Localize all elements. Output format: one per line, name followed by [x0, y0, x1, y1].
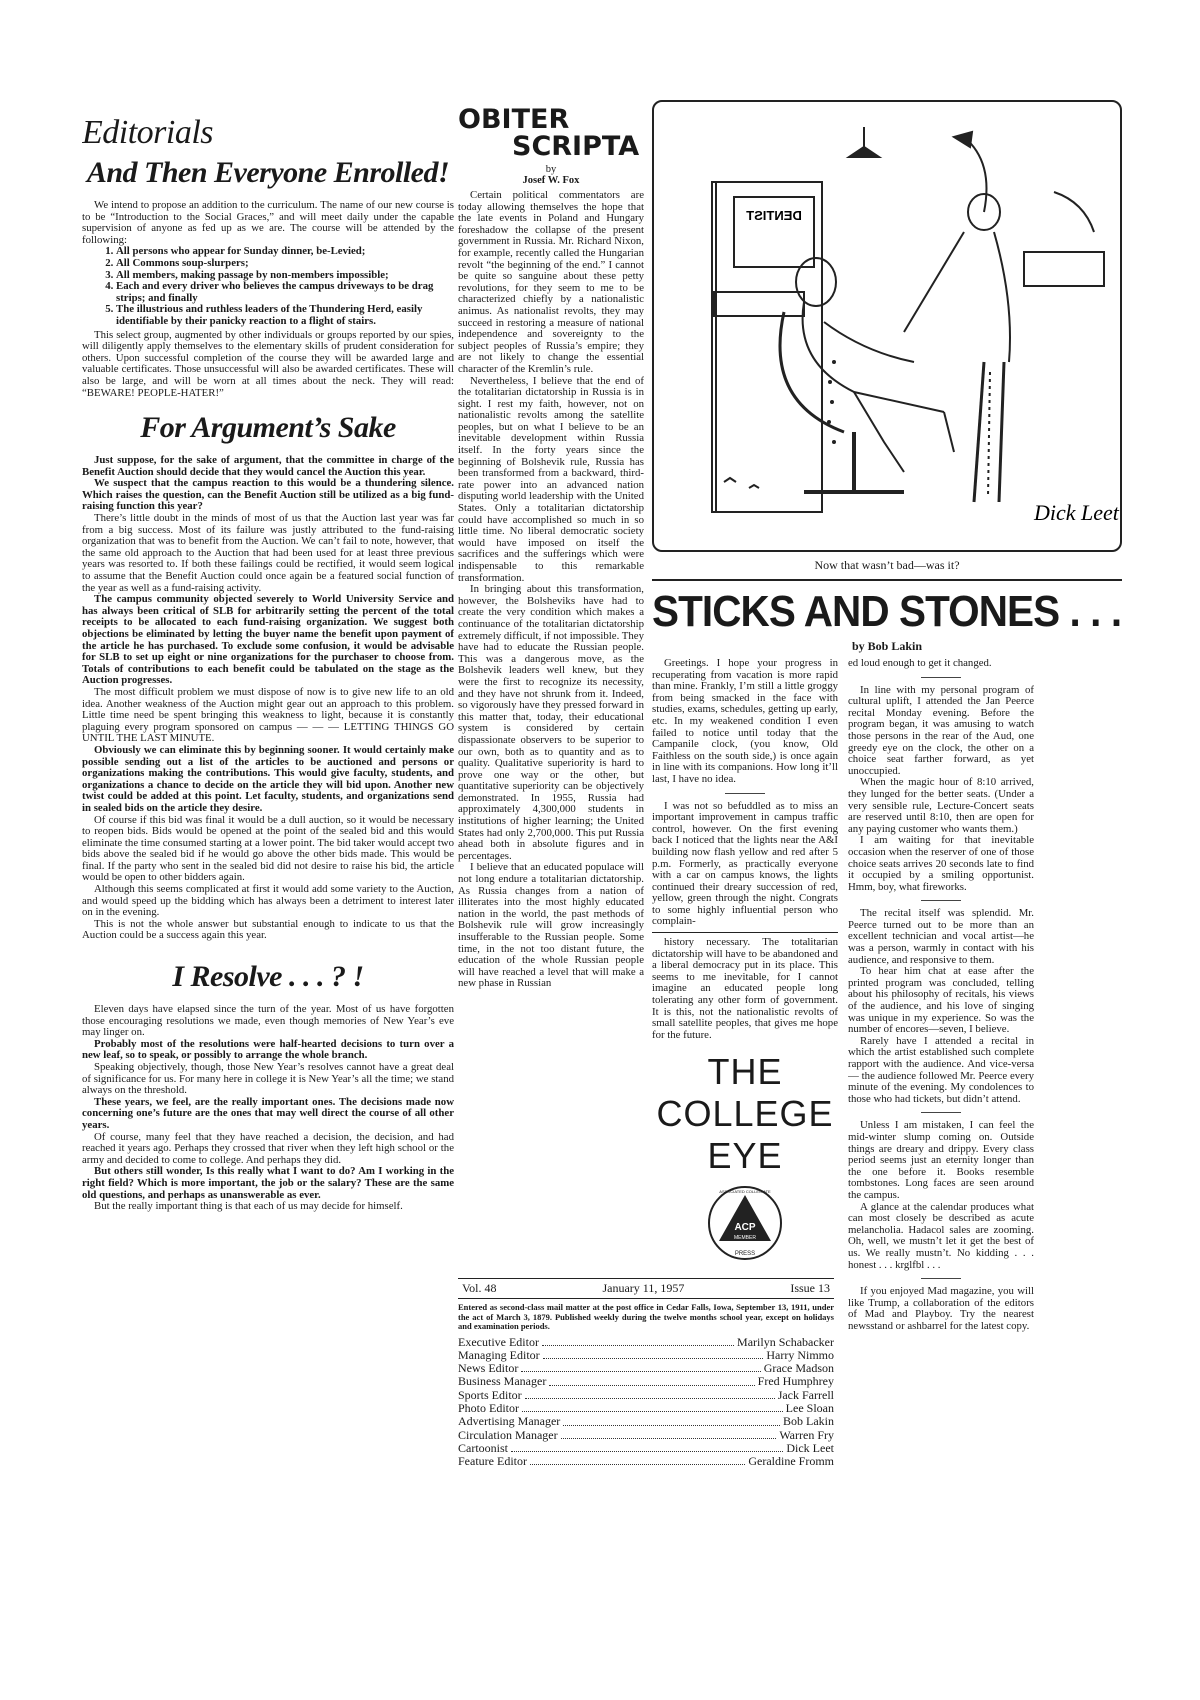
section-label: Editorials	[82, 114, 214, 151]
editorial-paragraph: There’s little doubt in the minds of most of us that the Auction last year was far from a big success. Most of its failure was justly attributed to the fund-raising organization that was to benefit from the Auction. We can’t fail to note, however, that the same old approach to the Auction that had been used for at least three previous years was resorted to. If both these failings could be rectified, it would seem logical to assume that the Benefit Auction could once again be a featured social function of the year as well as a fund-raising activity.	[82, 512, 454, 594]
list-item: 2. All Commons soup-slurpers;	[116, 258, 454, 270]
editorial-paragraph: This is not the whole answer but substantial enough to indicate to us that the Auction could be a success again this year.	[82, 917, 454, 942]
acp-seal-icon	[705, 1183, 785, 1263]
obiter-paragraph: I believe that an educated populace will not long endure a totalitarian dictatorship. As Russia changes from a nation of illiterates into the most highly educated nation in the world, the past methods of Bolshevik rule will grow increasingly insufferable to the Russian people. Some time, in the not too distant future, the education of the whole Russian people will have reached a level that will make a new phase in Russian	[458, 861, 644, 990]
staff-row	[458, 1375, 834, 1388]
editorial-paragraph: The most difficult problem we must dispose of now is to give new life to an old idea. Another weakness of the Auction might gear out an approach to this problem. Little time need be spent bringing this weakness to light, because it is constantly plaguing every program sponsored on campus — — — LETTING THINGS GO UNTIL THE LAST MINUTE.	[82, 685, 454, 745]
staff-name: Lee Sloan	[785, 1400, 834, 1415]
editorials-column	[82, 100, 454, 1620]
staff-row	[458, 1455, 834, 1468]
leader-dots	[542, 1336, 734, 1346]
staff-role: Photo Editor	[458, 1400, 520, 1415]
seal-top: ASSOCIATED COLLEGIATE	[719, 1189, 771, 1195]
editorial-paragraph: Eleven days have elapsed since the turn of the year. Most of us have forgotten those encouraging resolutions we made, even though memories of New Year’s eve may linger on.	[82, 1003, 454, 1039]
leader-dots	[563, 1415, 780, 1425]
leader-dots	[522, 1402, 783, 1412]
staff-role: Cartoonist	[458, 1440, 508, 1455]
mail-notice: Entered as second-class mail matter at the post office in Cedar Falls, Iowa, September 13, 1911, under the act of March 3, 1879. Published weekly during the twelve months school year, except on holidays and examination periods.	[458, 1302, 834, 1331]
byline-by: by	[545, 164, 557, 175]
sticks-paragraph: The recital itself was splendid. Mr. Peerce turned out to be more than an excellent technician and vocal artist—he was a person, warmly in contact with his audience, and responsive to them.	[848, 907, 1034, 966]
sticks-paragraph: I was not so befuddled as to miss an important improvement in campus traffic control, however. On the first evening back I noticed that the lights near the A&I building now flash yellow and red after 5 p.m. Formerly, as practically everyone with a car on campus knows, the lights continued their dreary succession of red, yellow, green through the night. Congrats to some highly influential person who complain-	[652, 799, 838, 928]
editorial-paragraph: Although this seems complicated at first it would add some variety to the Auction, and would speed up the bidding which has always been a detriment to interest later on in the evening.	[82, 883, 454, 919]
obiter-byline	[458, 164, 644, 186]
obiter-title-line1: OBITER	[458, 104, 570, 135]
list-item: 3. All members, making passage by non-members impossible;	[116, 270, 454, 282]
staff-name: Harry Nimmo	[766, 1347, 834, 1362]
seal-press: PRESS	[734, 1251, 756, 1258]
staff-role: Sports Editor	[458, 1387, 522, 1402]
sticks-paragraph: Greetings. I hope your progress in recuperating from vacation is more rapid than mine. Frankly, I’m still a little groggy from being smacked in the face with studies, exams, schedules, getting up early, etc. In my weakened condition I even failed to notice until today that the Campanile clock, (you know, Old Faithless on the south side,) is once again in line with its companions. How long it’ll last, I have no idea.	[652, 658, 838, 785]
editorial-paragraph: Obviously we can eliminate this by beginning sooner. It would certainly make possible sending out a list of the articles to be auctioned and persons or organizations making the contributions. This would give faculty, students, and organizations a chance to decide on the article they will bid upon. Another new twist could be added at this point. Let faculty, students, and organizations send in sealed bids on the article they desire.	[82, 743, 454, 814]
obiter-paragraph: Certain political commentators are today allowing themselves the hope that the late events in Poland and Hungary foreshadow the collapse of the present government in Russia. Mr. Richard Nixon, for example, recently called the Hungarian revolt “the beginning of the end.” I cannot be quite so sanguine about these petty revolutions, for they seem to me to be characterized chiefly by a nationalistic animus. As nationalist revolts, they may succeed in restoring a measure of national independence and sovereignty to the subject peoples of Russia’s empire; they are not likely to change the essential character of the Kremlin’s rule.	[458, 189, 644, 375]
editorial-paragraph: But the really important thing is that each of us may decide for himself.	[94, 1200, 403, 1213]
editorial-paragraph: Probably most of the resolutions were half-hearted decisions to turn over a new leaf, so to speak, or possibly to arrange the whole branch.	[82, 1037, 454, 1062]
staff-box	[458, 1336, 834, 1469]
editorial-paragraph: Speaking objectively, though, those New Year’s resolves cannot have a great deal of significance for us. For many here in college it is New Year’s all the time; we stand always on the threshold.	[82, 1061, 454, 1097]
sticks-paragraph: If you enjoyed Mad magazine, you will like Trump, a collaboration of the editors of Mad and Playboy. Try the nearest newsstand or ashbarrel for the latest copy.	[848, 1285, 1034, 1332]
staff-name: Grace Madson	[763, 1361, 834, 1376]
byline-author: Josef W. Fox	[522, 175, 580, 186]
sticks-byline: by Bob Lakin	[851, 639, 923, 653]
masthead-title: THE COLLEGE EYE	[656, 1051, 834, 1177]
sticks-paragraph: Rarely have I attended a recital in which the artist established such complete rapport with the audience. And vice-versa — the audience followed Mr. Peerce every minute of the evening. My condolences to those who had tickets, but didn’t attend.	[848, 1034, 1034, 1105]
leader-dots	[525, 1389, 775, 1399]
separator	[921, 677, 961, 678]
staff-name: Bob Lakin	[783, 1414, 834, 1429]
separator	[921, 1112, 961, 1113]
staff-name: Dick Leet	[786, 1440, 834, 1455]
leader-dots	[530, 1455, 745, 1465]
volume-line	[458, 1278, 834, 1299]
sticks-title: STICKS AND STONES . . .	[652, 587, 1122, 636]
staff-row	[458, 1336, 834, 1349]
issue-date: January 11, 1957	[602, 1281, 685, 1295]
staff-row	[458, 1429, 834, 1442]
masthead-info	[458, 1272, 834, 1632]
editorial-paragraph: Of course if this bid was final it would be a dull auction, so it would be necessary to reopen bids. Bids would be opened at the point of the sealed bid and this would eliminate the time consumed starting at a lower point. The bid taker would accept two bids above the sealed bid if he would go above the other bids made. This would be final. If the party who sent in the sealed bid did not desire to raise his bid, the article would be open to other bidders again.	[82, 813, 454, 884]
staff-row	[458, 1362, 834, 1375]
sticks-paragraph: A glance at the calendar produces what can most closely be described as acute melancholia. Hadacol sales are zooming. Oh, well, we mustn’t let it get the best of us. We really mustn’t. No kidding . . . honest . . . krglfbl . . .	[848, 1200, 1034, 1271]
staff-name: Fred Humphrey	[757, 1374, 834, 1389]
divider	[652, 932, 838, 933]
cartoon-sign: DENTIST	[746, 208, 802, 223]
editorial-paragraph: This select group, augmented by other individuals or groups reported by our spies, will diligently apply themselves to the elementary skills of prudent consideration for others. Upon successful completion of the course they will be awarded large and valuable certificates. Those unsuccessful will also be awarded certificates. These will also be large, and will be worn at all times about the neck. They will read: “BEWARE! PEOPLE-HATER!”	[82, 328, 454, 399]
staff-row	[458, 1442, 834, 1455]
obiter-continued: history necessary. The totalitarian dictatorship will have to be abandoned and a liberal democracy put in its place. This seems to me inevitable, for I cannot imagine an educated people long tolerating any other form of government. It is this, not the nationalistic revolts of small satellite peoples, that gives me hope for the future.	[652, 936, 838, 1041]
sticks-right-subcolumn	[848, 658, 1034, 1678]
editorial-paragraph: The campus community objected severely to World University Service and has always been critical of SLB for arbitrarily setting the percent of the total receipts to be allocated to each fund-raising organization. We suggest both objections be eliminated by letting the buyer name the benefit upon payment of the article he has purchased. To exclude some confusion, it would be advisable for SLB to set up eight or nine organizations for the purchaser to choose from. Totals of contributions to each benefit could be tabulated on the stage as the Auction progresses.	[82, 593, 454, 687]
acp-seal	[652, 1183, 838, 1268]
staff-name: Marilyn Schabacker	[737, 1334, 834, 1349]
list-item: 1. All persons who appear for Sunday dinner, be-Levied;	[116, 246, 454, 258]
seal-member: MEMBER	[734, 1235, 756, 1242]
sticks-paragraph: When the magic hour of 8:10 arrived, they lunged for the better seats. (Under a very sensible rule, Lecture-Concert seats are reserved until 8:10, then are open for any paying customer who wants them.)	[848, 776, 1034, 835]
leader-dots	[561, 1429, 777, 1439]
staff-row	[458, 1402, 834, 1415]
separator	[921, 900, 961, 901]
staff-row	[458, 1389, 834, 1402]
staff-role: Business Manager	[458, 1374, 547, 1389]
separator	[921, 1278, 961, 1279]
obiter-title-line2: SCRIPTA	[512, 131, 640, 162]
staff-role: Executive Editor	[458, 1334, 539, 1349]
staff-role: Feature Editor	[458, 1454, 527, 1469]
staff-role: Circulation Manager	[458, 1427, 558, 1442]
editorial-paragraph: These years, we feel, are the really important ones. The decisions made now concerning one’s future are the ones that may well direct the course of all other years.	[82, 1095, 454, 1131]
staff-role: Managing Editor	[458, 1347, 540, 1362]
obiter-paragraph: In bringing about this transformation, however, the Bolsheviks have had to create the very condition which makes a continuance of the totalitarian dictatorship extremely difficult, if not impossible. They have had to educate the Russian people. This was a dangerous move, as the Bolshevik leaders well knew, but they were the first to recognize its necessity, and they have not shrunk from it. Indeed, so vigorously have they pressed forward in this matter that, today, their educational system is considered by certain dispassionate observers to be superior to our own, both as to quantity and as to quality. Qualitative superiority is hard to prove one way or the other, but quantitative superiority can be objectively demonstrated. In 1955, Russia had approximately 4,300,000 students in institutions of higher learning; the United States had only 2,700,000. This put Russia ahead both in absolute figures and in percentages.	[458, 583, 644, 862]
staff-row	[458, 1415, 834, 1428]
headline-enrolled: And Then Everyone Enrolled!	[86, 156, 450, 189]
sticks-paragraph: I am waiting for that inevitable occasion when the reserver of one of those choice seats arrives 20 seconds late to find it occupied by a smiling opportunist. Hmm, boy, what fireworks.	[848, 834, 1034, 893]
seal-acp: ACP	[734, 1222, 756, 1234]
headline-resolve: I Resolve . . . ? !	[172, 960, 364, 994]
cartoon-drawing	[654, 102, 1120, 550]
cartoon-signature: Dick Leet	[1034, 500, 1119, 525]
cartoon-caption: Now that wasn’t bad—was it?	[814, 558, 960, 572]
editorial-paragraph: But others still wonder, Is this really what I want to do? Am I working in the right field? Which is more important, the job or the salary? These are the same old questions, and perhaps as unanswerable as ever.	[82, 1165, 454, 1201]
sticks-paragraph: ed loud enough to get it changed.	[848, 658, 992, 669]
divider	[652, 579, 1122, 581]
sticks-paragraph: In line with my personal program of cultural uplift, I attended the Jan Peerce recital Monday evening. Before the program began, it was amusing to watch those persons in the rear of the Aud, one greedy eye on the clock, the other on a choice seat farther forward, as yet unoccupied.	[848, 683, 1034, 777]
staff-role: News Editor	[458, 1361, 519, 1376]
staff-row	[458, 1349, 834, 1362]
editorial-paragraph: We intend to propose an addition to the curriculum. The name of our new course is to be “Introduction to the Social Graces,” and will meet daily under the capable supervision of anyone as fed up as we are. The course will be attended by the following:	[82, 199, 454, 246]
dentist-cartoon	[652, 100, 1122, 552]
staff-role: Advertising Manager	[458, 1414, 561, 1429]
issue-number: Issue 13	[790, 1281, 830, 1295]
editorial-paragraph: We suspect that the campus reaction to this would be a thundering silence. Which raises the question, can the Benefit Auction still be utilized as a big fund-raising function this year?	[82, 477, 454, 513]
separator	[725, 793, 765, 794]
editorial-paragraph: Just suppose, for the sake of argument, that the committee in charge of the Benefit Auction should decide that they would cancel the Auction this year.	[82, 454, 454, 478]
staff-name: Jack Farrell	[777, 1387, 834, 1402]
list-item: 5. The illustrious and ruthless leaders of the Thundering Herd, easily identifiable by their panicky reaction to a flight of stairs.	[116, 304, 454, 327]
leader-dots	[543, 1349, 764, 1359]
leader-dots	[511, 1442, 783, 1452]
staff-name: Geraldine Fromm	[748, 1454, 834, 1469]
obiter-paragraph: Nevertheless, I believe that the end of the totalitarian dictatorship in Russia is in sight. I rest my faith, however, not on nationalistic revolts among the satellite peoples, but on what I believe to be an inevitable development within Russia itself. In the forty years since the beginning of Bolshevik rule, Russia has been transformed from a backward, third-rate power into an advanced nation disputing world leadership with the United States. Only a totalitarian dictatorship could have accomplished so much in so little time. No liberal democratic society would have imposed on itself the sacrifices and the sufferings which were indispensable to this remarkable transformation.	[458, 374, 644, 584]
staff-name: Warren Fry	[779, 1427, 834, 1442]
list-item: 4. Each and every driver who believes the campus driveways to be drag strips; and finally	[116, 281, 454, 304]
sticks-paragraph: To hear him chat at ease after the printed program was concluded, telling about his philosophy of recitals, his views of the audience, and his love of singing was unique in my experience. So was the number of encores—seven, I believe.	[848, 965, 1034, 1036]
leader-dots	[549, 1375, 754, 1385]
volume: Vol. 48	[462, 1281, 497, 1295]
leader-dots	[521, 1362, 760, 1372]
headline-argument: For Argument’s Sake	[140, 411, 396, 445]
course-list	[82, 246, 454, 327]
editorial-paragraph: Of course, many feel that they have reached a decision, the decision, and had reached it years ago. Perhaps they crossed that river when they left high school or the army and decided to come to college. And perhaps they did.	[82, 1130, 454, 1166]
sticks-paragraph: Unless I am mistaken, I can feel the mid-winter slump coming on. Outside things are dreary and drippy. Every class period seems just an eternity longer than the one before it. Books resemble tombstones. Long faces are seen around the campus.	[848, 1119, 1034, 1201]
obiter-title	[458, 106, 644, 160]
